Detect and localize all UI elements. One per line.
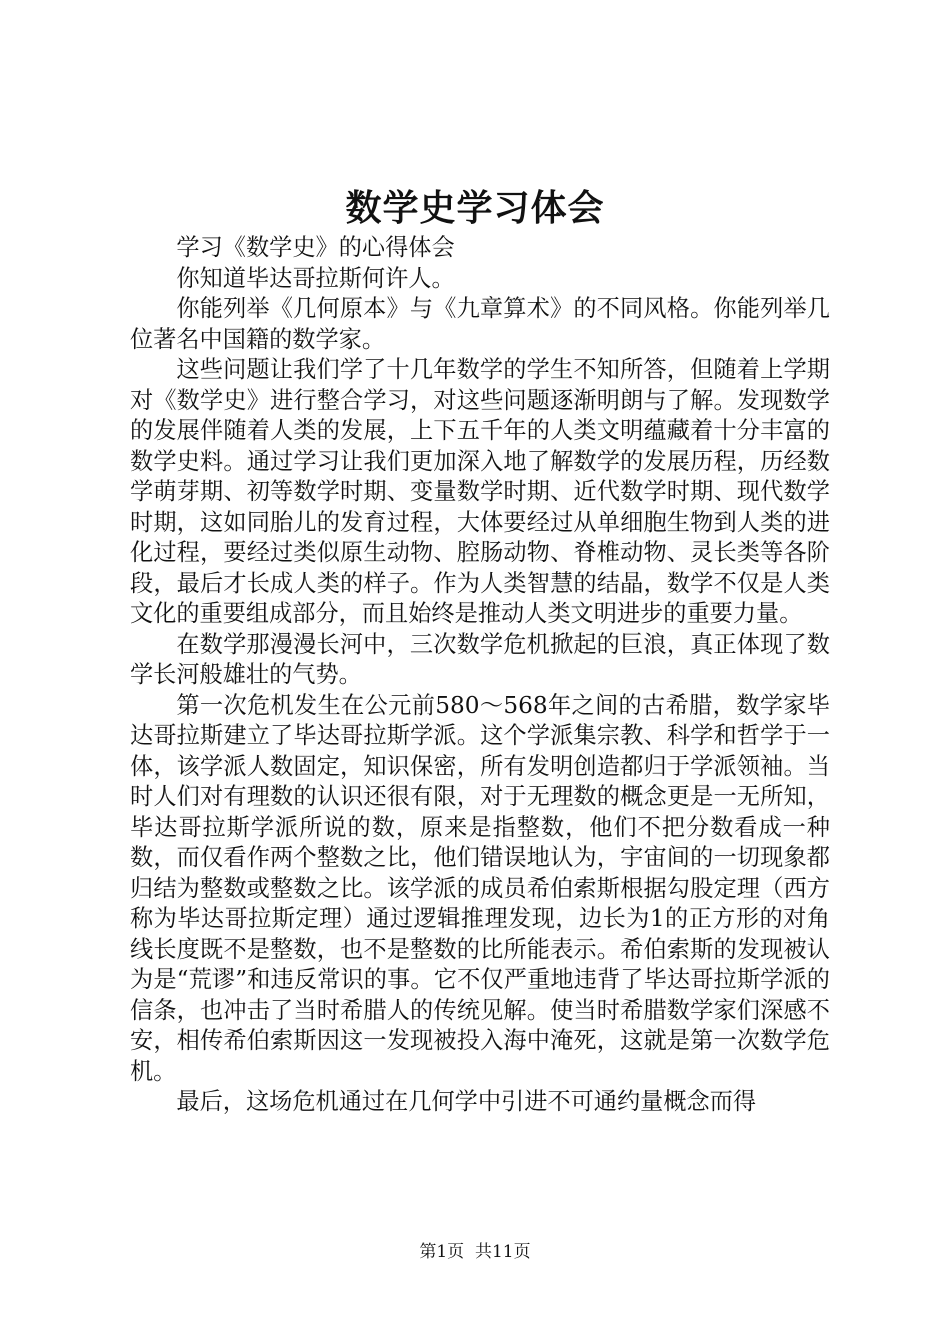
page-footer: 第1页 共11页 [419,1242,531,1262]
page-title: 数学史学习体会 [345,187,605,229]
paragraph-three-crises: 在数学那漫漫长河中，三次数学危机掀起的巨浪，真正体现了数学长河般雄壮的气势。 [130,630,830,688]
document-body [130,233,830,1118]
paragraph-subtitle: 学习《数学史》的心得体会 [176,234,455,261]
paragraph-first-crisis: 第一次危机发生在公元前580～568年之间的古希腊，数学家毕达哥拉斯建立了毕达哥拉斯学派。这个学派集宗教、科学和哲学于一体，该学派人数固定，知识保密，所有发明创造都归于学派领袖。当时人们对有理数的认识还很有限，对于无理数的概念更是一无所知，毕达哥拉斯学派所说的数，原来是指整数，他们不把分数看成一种数，而仅看作两个整数之比，他们错误地认为，宇宙间的一切现象都归结为整数或整数之比。该学派的成员希伯索斯根据勾股定理（西方称为毕达哥拉斯定理）通过逻辑推理发现，边长为1的正方形的对角线长度既不是整数，也不是整数的比所能表示。希伯索斯的发现被认为是“荒谬”和违反常识的事。它不仅严重地违背了毕达哥拉斯学派的信条，也冲击了当时希腊人的传统见解。使当时希腊数学家们深感不安，相传希伯索斯因这一发现被投入海中淹死，这就是第一次数学危机。 [130,691,830,1085]
paragraph-question-2: 你能列举《几何原本》与《九章算术》的不同风格。你能列举几位著名中国籍的数学家。 [130,295,830,353]
paragraph-question-1: 你知道毕达哥拉斯何许人。 [176,264,455,292]
paragraph-history-overview: 这些问题让我们学了十几年数学的学生不知所答，但随着上学期对《数学史》进行整合学习，对这些问题逐渐明朗与了解。发现数学的发展伴随着人类的发展，上下五千年的人类文明蕴藏着十分丰富的数学史料。通过学习让我们更加深入地了解数学的发展历程，历经数学萌芽期、初等数学时期、变量数学时期、近代数学时期、现代数学时期，这如同胎儿的发育过程，大体要经过从单细胞生物到人类的进化过程，要经过类似原生动物、腔肠动物、脊椎动物、灵长类等各阶段，最后才长成人类的样子。作为人类智慧的结晶，数学不仅是人类文化的重要组成部分，而且始终是推动人类文明进步的重要力量。 [130,356,830,627]
paragraph-conclusion-start: 最后，这场危机通过在几何学中引进不可通约量概念而得 [176,1088,757,1115]
